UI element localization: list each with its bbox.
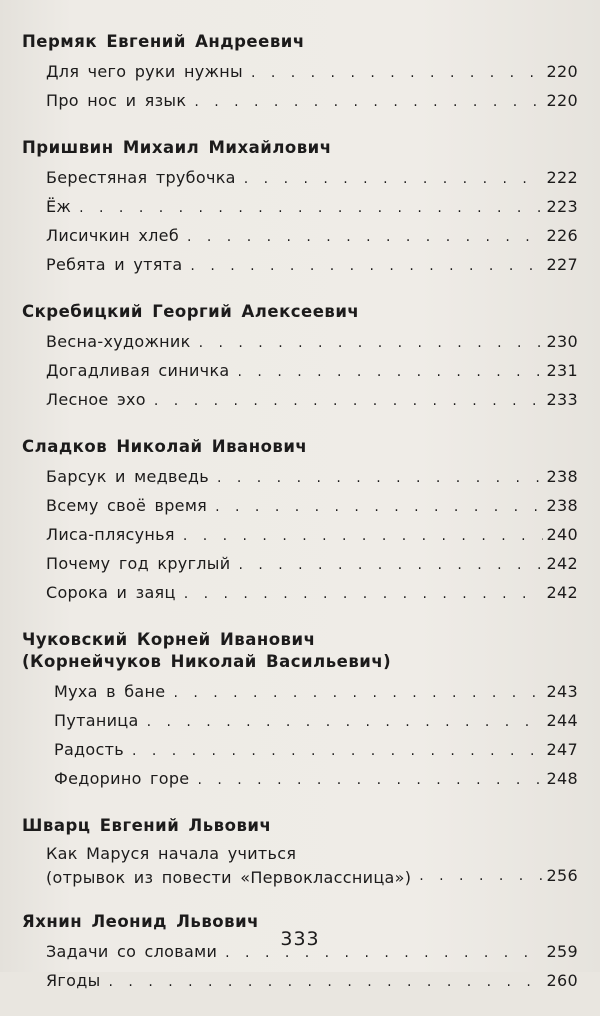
entry-title: Весна-художник xyxy=(46,332,191,351)
dot-leader xyxy=(190,252,542,280)
entry-title: Лесное эхо xyxy=(46,390,146,409)
toc-entry[interactable] xyxy=(46,492,578,521)
toc-entry[interactable] xyxy=(46,967,578,996)
entry-title-block xyxy=(46,842,411,890)
entry-title: Лиса-плясунья xyxy=(46,525,175,544)
entry-page: 256 xyxy=(546,866,578,885)
entry-page: 248 xyxy=(546,769,578,788)
dot-leader xyxy=(184,580,543,608)
toc-entry[interactable] xyxy=(46,521,578,550)
entry-title: Сорока и заяц xyxy=(46,583,176,602)
entry-title: Для чего руки нужны xyxy=(46,62,243,81)
entry-page: 260 xyxy=(546,971,578,990)
entry-list xyxy=(46,58,578,116)
author-section-prishvin xyxy=(22,136,578,280)
author-name: Скребицкий Георгий Алексеевич xyxy=(22,302,360,321)
entry-title: Путаница xyxy=(54,711,139,730)
author-section-permyak xyxy=(22,30,578,116)
entry-page: 220 xyxy=(546,91,578,110)
toc-entry[interactable] xyxy=(46,357,578,386)
entry-page: 230 xyxy=(546,332,578,351)
entry-title: Ёж xyxy=(46,197,72,216)
author-section-yakhnin xyxy=(22,910,578,996)
author-section-sladkov xyxy=(22,435,578,608)
dot-leader xyxy=(419,862,542,890)
entry-title: Муха в бане xyxy=(54,682,166,701)
entry-list xyxy=(46,328,578,415)
dot-leader xyxy=(79,194,542,222)
toc-entry[interactable] xyxy=(46,251,578,280)
toc-entry[interactable] xyxy=(46,87,578,116)
author-name: Чуковский Корней Иванович xyxy=(22,630,316,649)
dot-leader xyxy=(187,223,543,251)
entry-title: Как Маруся начала учиться xyxy=(46,844,297,863)
entry-list xyxy=(46,463,578,608)
author-real-name: (Корнейчуков Николай Васильевич) xyxy=(22,652,392,671)
entry-page: 259 xyxy=(546,942,578,961)
toc-entry[interactable] xyxy=(46,222,578,251)
dot-leader xyxy=(215,493,542,521)
dot-leader xyxy=(251,59,543,87)
entry-page: 220 xyxy=(546,62,578,81)
entry-page: 240 xyxy=(546,525,578,544)
dot-leader xyxy=(147,708,543,736)
dot-leader xyxy=(154,387,543,415)
entry-title: Берестяная трубочка xyxy=(46,168,236,187)
entry-title: Радость xyxy=(54,740,124,759)
entry-subtitle: (отрывок из повести «Первоклассница») xyxy=(46,868,412,887)
entry-page: 223 xyxy=(546,197,578,216)
toc-entry[interactable] xyxy=(54,736,578,765)
entry-page: 227 xyxy=(546,255,578,274)
author-section-skrebitsky xyxy=(22,300,578,415)
entry-title: Барсук и медведь xyxy=(46,467,209,486)
toc-entry[interactable] xyxy=(46,386,578,415)
entry-page: 233 xyxy=(546,390,578,409)
toc-entry[interactable] xyxy=(46,463,578,492)
entry-page: 247 xyxy=(546,740,578,759)
entry-title: Лисичкин хлеб xyxy=(46,226,179,245)
entry-title: Догадливая синичка xyxy=(46,361,230,380)
entry-page: 238 xyxy=(546,467,578,486)
author-name: Пермяк Евгений Андреевич xyxy=(22,32,305,51)
entry-page: 238 xyxy=(546,496,578,515)
entry-page: 242 xyxy=(546,583,578,602)
entry-list xyxy=(54,678,578,794)
toc-entry[interactable] xyxy=(46,842,578,890)
table-of-contents xyxy=(22,30,578,1016)
entry-title: Всему своё время xyxy=(46,496,208,515)
toc-entry[interactable] xyxy=(46,193,578,222)
toc-entry[interactable] xyxy=(54,678,578,707)
entry-title: Ребята и утята xyxy=(46,255,183,274)
entry-page: 222 xyxy=(546,168,578,187)
author-section-shvarts xyxy=(22,814,578,890)
page-number: 333 xyxy=(280,928,320,950)
dot-leader xyxy=(183,522,543,550)
entry-page: 242 xyxy=(546,554,578,573)
toc-entry[interactable] xyxy=(46,164,578,193)
entry-page: 231 xyxy=(546,361,578,380)
dot-leader xyxy=(238,551,542,579)
author-name: Сладков Николай Иванович xyxy=(22,437,308,456)
entry-title: Задачи со словами xyxy=(46,942,218,961)
entry-page: 244 xyxy=(546,711,578,730)
entry-list xyxy=(46,164,578,280)
entry-title: Федорино горе xyxy=(54,769,190,788)
dot-leader xyxy=(194,88,542,116)
dot-leader xyxy=(244,165,543,193)
toc-entry[interactable] xyxy=(54,765,578,794)
toc-entry[interactable] xyxy=(46,58,578,87)
toc-entry[interactable] xyxy=(46,579,578,608)
author-name: Шварц Евгений Львович xyxy=(22,816,272,835)
dot-leader xyxy=(109,968,543,996)
toc-entry[interactable] xyxy=(46,550,578,579)
author-section-chukovsky xyxy=(22,628,578,794)
dot-leader xyxy=(173,679,542,707)
dot-leader xyxy=(199,329,543,357)
entry-page: 226 xyxy=(546,226,578,245)
dot-leader xyxy=(197,766,542,794)
dot-leader xyxy=(217,464,543,492)
entry-title: Почему год круглый xyxy=(46,554,231,573)
toc-entry[interactable] xyxy=(46,328,578,357)
toc-entry[interactable] xyxy=(54,707,578,736)
entry-title: Про нос и язык xyxy=(46,91,187,110)
author-name: Пришвин Михаил Михайлович xyxy=(22,138,332,157)
author-name: Яхнин Леонид Львович xyxy=(22,912,259,931)
entry-page: 243 xyxy=(546,682,578,701)
dot-leader xyxy=(238,358,543,386)
dot-leader xyxy=(132,737,543,765)
entry-title: Ягоды xyxy=(46,971,101,990)
entry-list xyxy=(46,842,578,890)
